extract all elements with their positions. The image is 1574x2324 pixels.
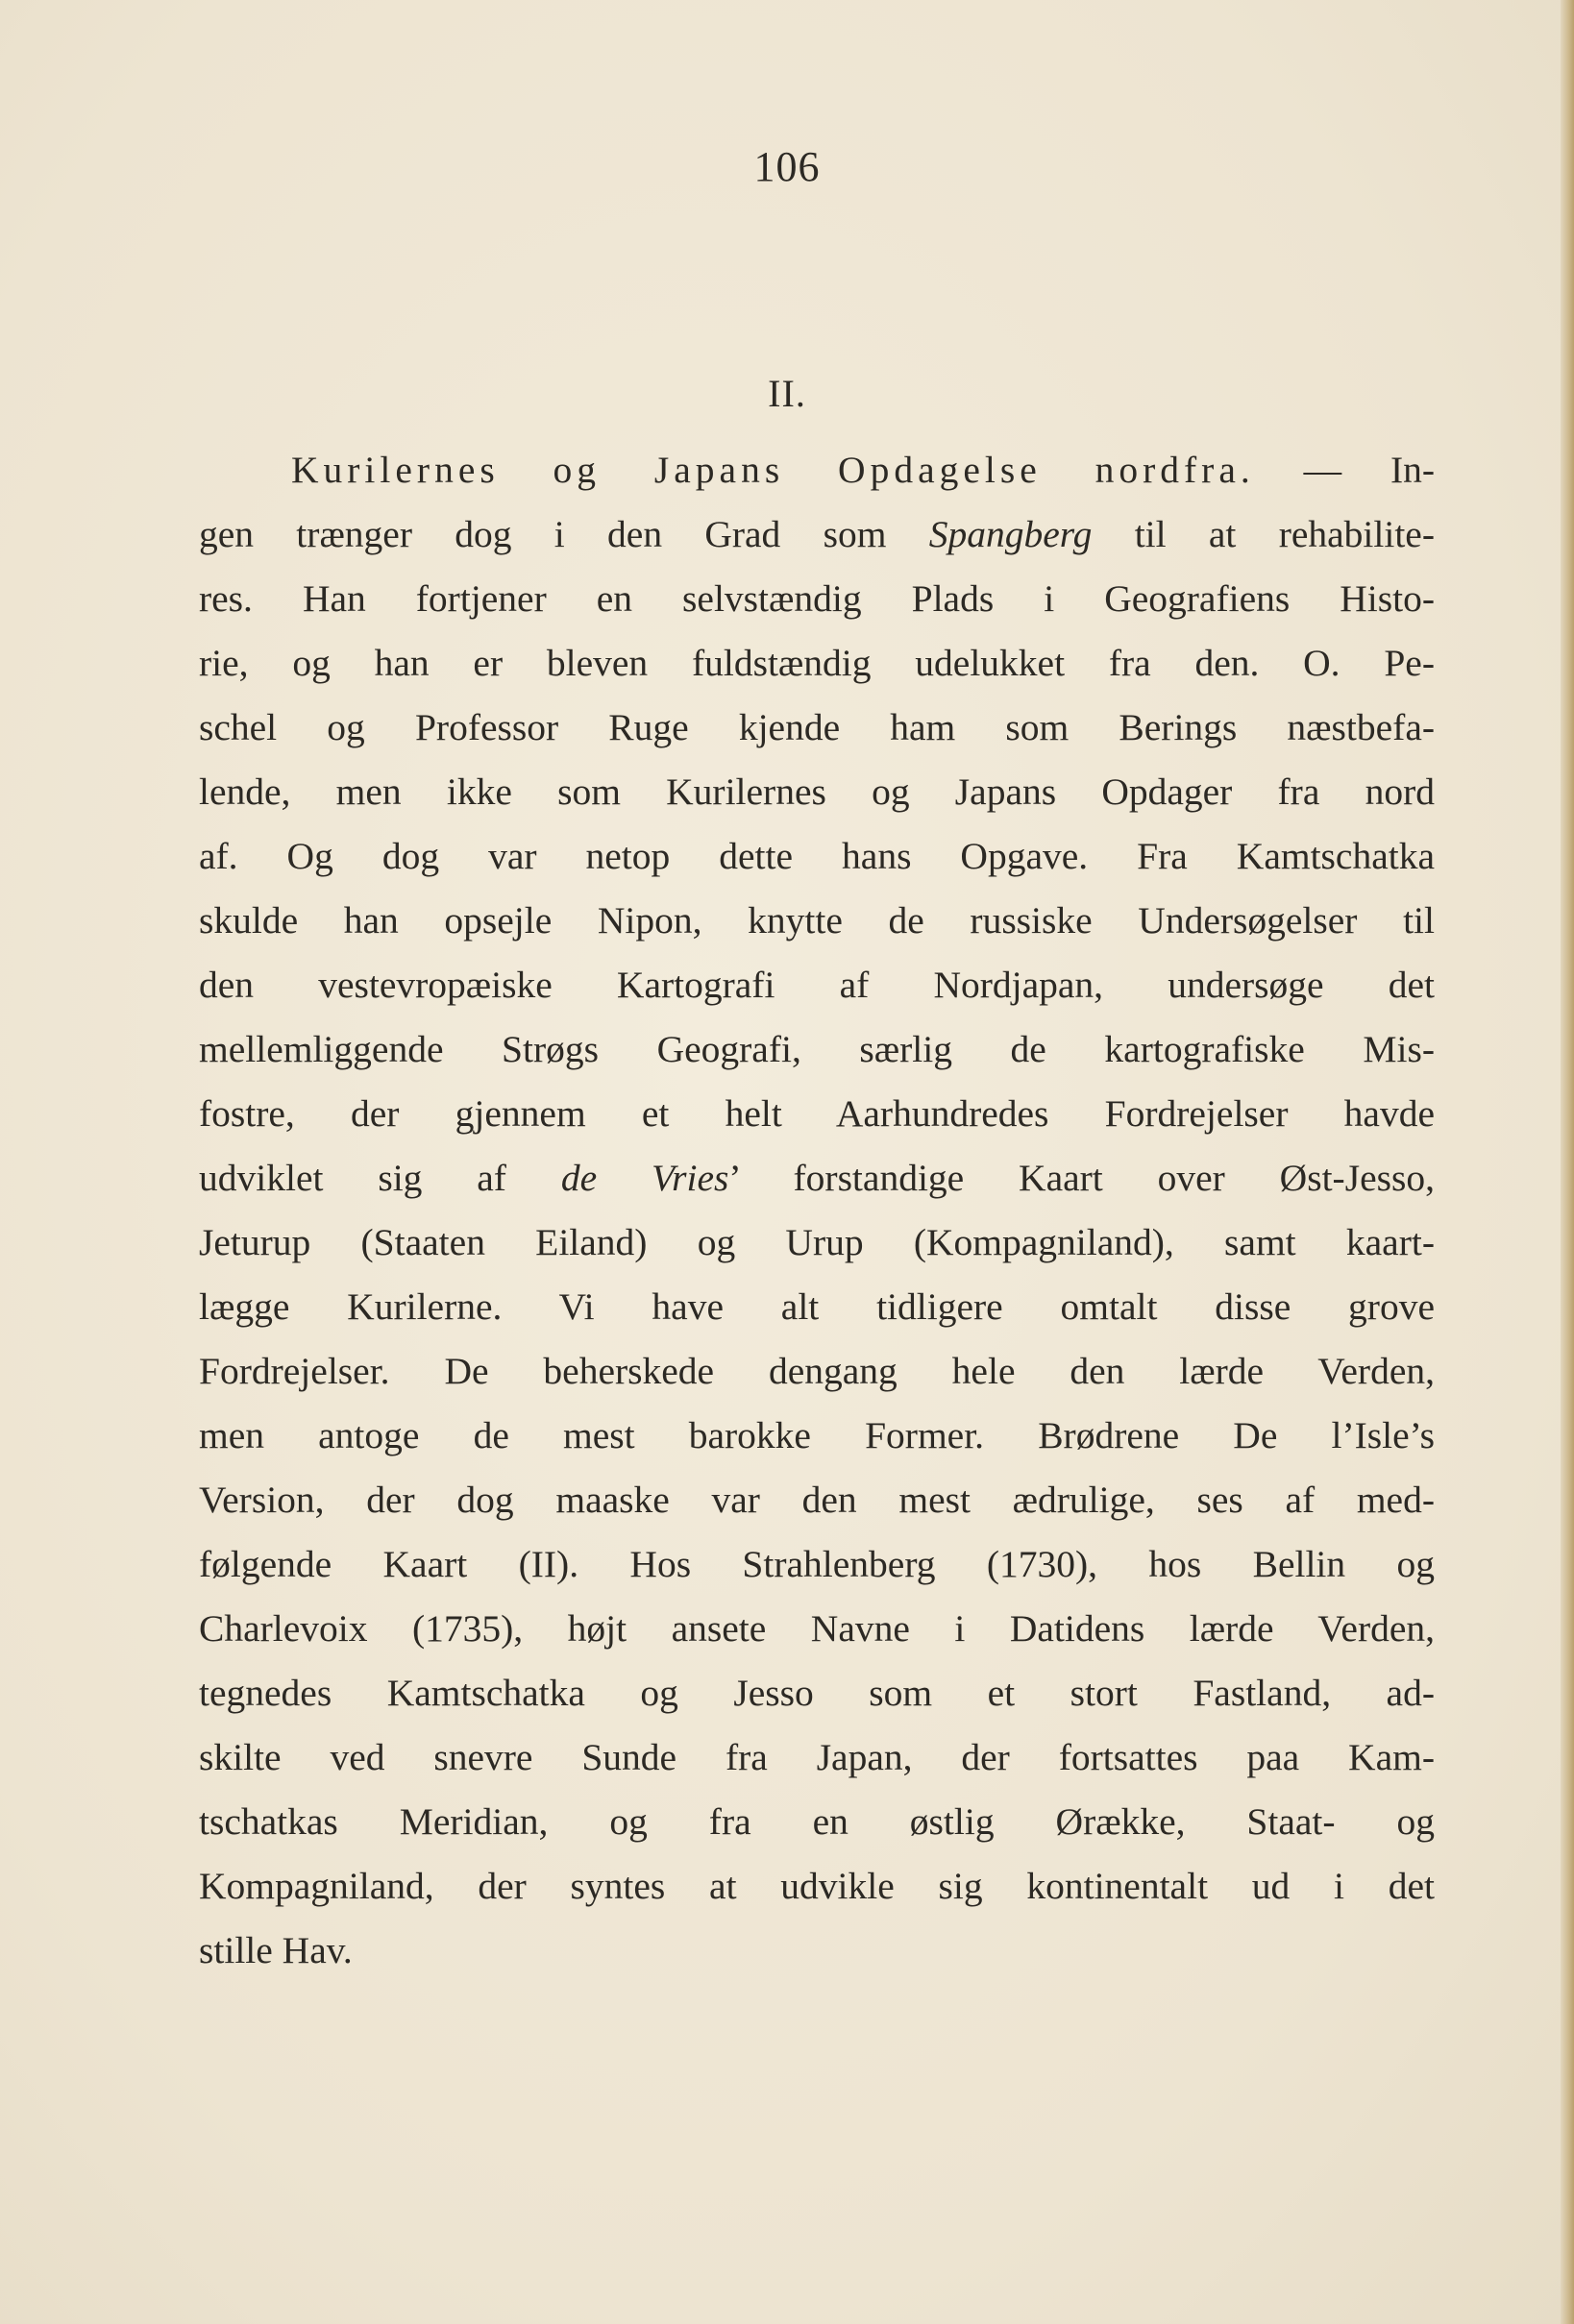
text-line: følgende Kaart (II). Hos Strahlenberg (1730), hos Bellin og (199, 1543, 1435, 1585)
page-number: 106 (753, 143, 821, 190)
text-line: den vestevropæiske Kartografi af Nordjapan, undersøge det (199, 964, 1435, 1006)
text-line: skulde han opsejle Nipon, knytte de russiske Undersøgelser til (199, 899, 1435, 942)
text-line: af. Og dog var netop dette hans Opgave. Fra Kamtschatka (199, 835, 1435, 877)
text-line: fostre, der gjennem et helt Aarhundredes Fordrejelser havde (199, 1092, 1435, 1135)
text-line (199, 502, 1435, 567)
italic-name: Spangberg (928, 513, 1093, 555)
text-line (199, 1146, 1435, 1211)
text-segment: udviklet sig af (199, 1157, 561, 1199)
italic-name: de Vries (560, 1157, 729, 1199)
text-line: Kompagniland, der syntes at udvikle sig kontinentalt ud i det (199, 1865, 1435, 1907)
page-edge (1561, 0, 1574, 2324)
text-line: Fordrejelser. De beherskede dengang hele den lærde Verden, (199, 1350, 1435, 1392)
text-line: rie, og han er bleven fuldstændig udelukket fra den. O. Pe- (199, 642, 1435, 684)
text-line: men antoge de mest barokke Former. Brødrene De l’Isle’s (199, 1414, 1435, 1456)
text-line: Jeturup (Staaten Eiland) og Urup (Kompagniland), samt kaart- (199, 1221, 1435, 1263)
text-line: Version, der dog maaske var den mest ædrulige, ses af med- (199, 1479, 1435, 1521)
text-segment: til at rehabilite- (1092, 513, 1435, 555)
section-heading: Kurilernes og Japans Opdagelse nordfra. (291, 449, 1255, 491)
text-segment: — In- (1254, 449, 1435, 491)
text-line: tegnedes Kamtschatka og Jesso som et stort Fastland, ad- (199, 1672, 1435, 1714)
text-line: skilte ved snevre Sunde fra Japan, der fortsattes paa Kam- (199, 1736, 1435, 1778)
text-line: lende, men ikke som Kurilernes og Japans Opdager fra nord (199, 771, 1435, 813)
text-segment: gen trænger dog i den Grad som (199, 513, 929, 555)
body-text (199, 438, 1435, 1983)
text-line (199, 438, 1435, 502)
text-line: tschatkas Meridian, og fra en østlig Ørække, Staat- og (199, 1800, 1435, 1843)
text-line: mellemliggende Strøgs Geografi, særlig de kartografiske Mis- (199, 1028, 1435, 1070)
text-line: lægge Kurilerne. Vi have alt tidligere omtalt disse grove (199, 1285, 1435, 1328)
text-line: Charlevoix (1735), højt ansete Navne i Datidens lærde Verden, (199, 1607, 1435, 1650)
text-line: stille Hav. (199, 1929, 353, 1971)
text-segment: ’ forstandige Kaart over Øst-Jesso, (728, 1157, 1435, 1199)
text-line: schel og Professor Ruge kjende ham som Berings næstbefa- (199, 706, 1435, 748)
text-line: res. Han fortjener en selvstændig Plads i Geografiens Histo- (199, 577, 1435, 620)
section-number: II. (768, 372, 806, 415)
